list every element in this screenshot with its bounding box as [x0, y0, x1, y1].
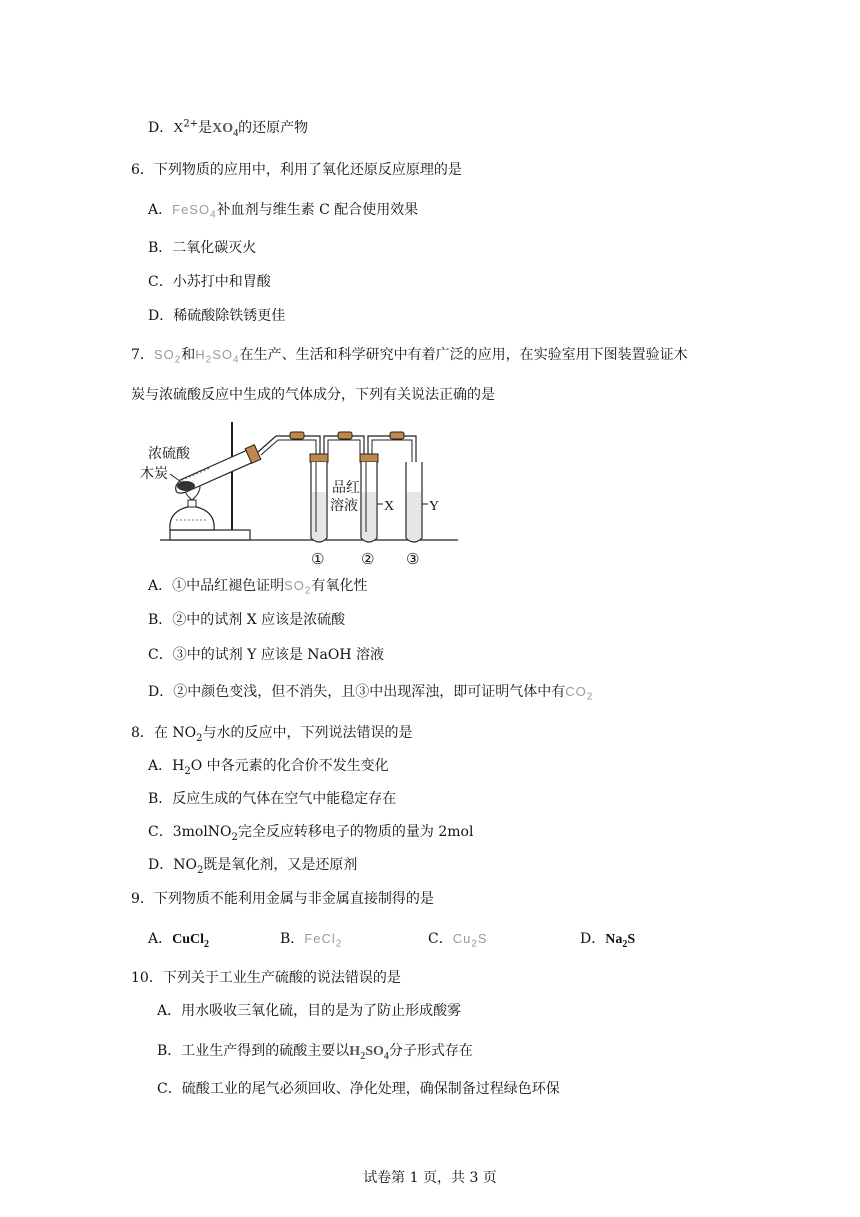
q8-option-d: D．$NO_2$既是氧化剂，又是还原剂: [148, 857, 358, 876]
q10-option-b: B．工业生产得到的硫酸主要以$H_2SO_4$分子形式存在: [157, 1043, 473, 1062]
q9-option-d: D．$Na_2S$: [580, 931, 636, 950]
q8-option-b: B．反应生成的气体在空气中能稳定存在: [148, 791, 397, 807]
apparatus-diagram: [140, 420, 460, 570]
q6-option-d: D．稀硫酸除铁锈更佳: [148, 308, 286, 324]
q6-option-c: C．小苏打中和胃酸: [148, 274, 271, 290]
label-acid: 浓硫酸: [148, 447, 190, 462]
q7-stem-line1: 7．$SO_2$和$H_2SO_4$在生产、生活和科学研究中有着广泛的应用，在实验室用下图装置验证木: [131, 347, 688, 366]
gas-pipe-1: [258, 436, 320, 456]
q10-stem: 10．下列关于工业生产硫酸的说法错误的是: [131, 970, 401, 986]
q7-option-d: D．②中颜色变浅，但不消失，且③中出现浑浊，即可证明气体中有$CO_2$: [148, 684, 594, 703]
label-tube-2: ②: [361, 550, 375, 568]
page-footer: 试卷第 1 页，共 3 页: [363, 1170, 497, 1186]
q8-stem: 8．在 $NO_2$与水的反应中，下列说法错误的是: [131, 725, 413, 744]
label-x: X: [384, 499, 395, 514]
label-pinred-1: 品红: [332, 481, 360, 496]
q10-option-c: C．硫酸工业的尾气必须回收、净化处理，确保制备过程绿色环保: [157, 1081, 560, 1097]
label-tube-3: ③: [406, 550, 420, 568]
q9-option-c: C．$Cu_2S$: [428, 931, 488, 950]
q9-option-b: B．FeCl$_2$: [280, 931, 343, 950]
q7-option-a: A．①中品红褪色证明$SO_2$有氧化性: [148, 578, 368, 597]
q6-stem: 6．下列物质的应用中，利用了氧化还原反应原理的是: [131, 162, 462, 178]
q6-option-b: B．二氧化碳灭火: [148, 240, 257, 256]
q9-stem: 9．下列物质不能利用金属与非金属直接制得的是: [131, 891, 434, 907]
q6-option-a: A．FeSO$_4$补血剂与维生素 C 配合使用效果: [148, 202, 419, 221]
q9-option-a: A．CuCl$_2$: [148, 931, 210, 950]
stand-base: [170, 530, 250, 540]
q8-option-c: C．3molNO$_2$完全反应转移电子的物质的量为 2mol: [148, 824, 474, 843]
label-charcoal: 木炭: [140, 467, 168, 482]
test-tube-3: [406, 462, 422, 542]
test-tube-1: [310, 454, 328, 542]
label-tube-1: ①: [311, 550, 325, 568]
q7-option-c: C．③中的试剂 Y 应该是 NaOH 溶液: [148, 647, 385, 663]
q8-option-a: A．$H_2O$ 中各元素的化合价不发生变化: [148, 758, 389, 777]
label-y: Y: [429, 499, 440, 514]
q5-option-d: D．$X^{2+}$是$XO_4$的还原产物: [148, 118, 309, 139]
test-tube-2: [360, 454, 378, 542]
q7-option-b: B．②中的试剂 X 应该是浓硫酸: [148, 612, 346, 628]
q10-option-a: A．用水吸收三氧化硫，目的是为了防止形成酸雾: [157, 1003, 462, 1019]
q9-options: [148, 928, 708, 948]
q7-stem-line2: 炭与浓硫酸反应中生成的气体成分，下列有关说法正确的是: [131, 387, 495, 403]
label-pinred-2: 溶液: [330, 499, 358, 514]
